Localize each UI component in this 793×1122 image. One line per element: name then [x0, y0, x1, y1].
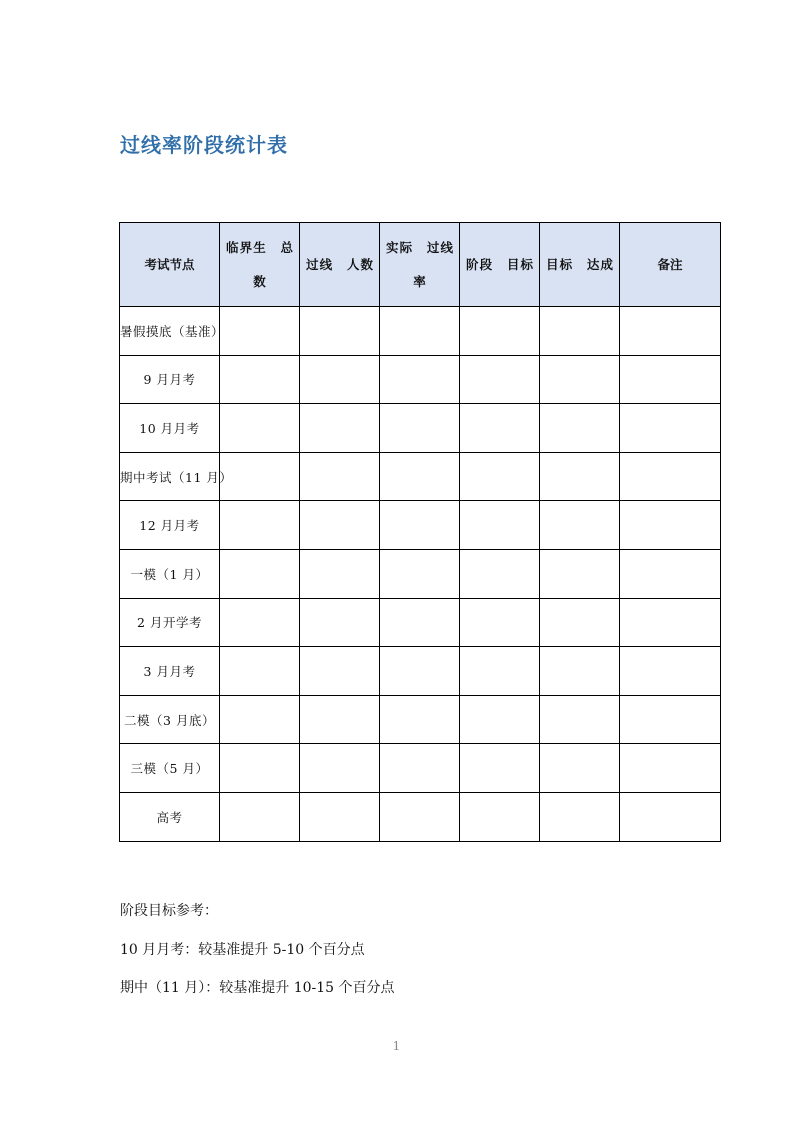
- empty-cell[interactable]: [220, 501, 300, 550]
- empty-cell[interactable]: [300, 744, 380, 793]
- exam-node-cell: 二模（3 月底）: [120, 695, 220, 744]
- table-header-row: [120, 223, 721, 307]
- empty-cell[interactable]: [300, 598, 380, 647]
- empty-cell[interactable]: [380, 647, 460, 696]
- table-row: [120, 549, 721, 598]
- table-row: [120, 355, 721, 404]
- header-critical-total: 临界生 总 数: [220, 223, 300, 307]
- header-exam-node: 考试节点: [120, 223, 220, 307]
- exam-node-cell: 2 月开学考: [120, 598, 220, 647]
- empty-cell[interactable]: [300, 549, 380, 598]
- empty-cell[interactable]: [380, 695, 460, 744]
- empty-cell[interactable]: [540, 549, 620, 598]
- table-row: [120, 452, 721, 501]
- empty-cell[interactable]: [460, 695, 540, 744]
- empty-cell[interactable]: [300, 404, 380, 453]
- empty-cell[interactable]: [540, 355, 620, 404]
- empty-cell[interactable]: [300, 695, 380, 744]
- empty-cell[interactable]: [300, 792, 380, 841]
- exam-node-cell: 12 月月考: [120, 501, 220, 550]
- exam-node-cell: 10 月月考: [120, 404, 220, 453]
- stats-table: [119, 222, 721, 842]
- empty-cell[interactable]: [620, 549, 721, 598]
- empty-cell[interactable]: [380, 452, 460, 501]
- empty-cell[interactable]: [620, 452, 721, 501]
- empty-cell[interactable]: [460, 598, 540, 647]
- empty-cell[interactable]: [220, 404, 300, 453]
- empty-cell[interactable]: [620, 744, 721, 793]
- empty-cell[interactable]: [380, 744, 460, 793]
- empty-cell[interactable]: [620, 355, 721, 404]
- page-title: 过线率阶段统计表: [120, 133, 288, 157]
- table-row: [120, 598, 721, 647]
- empty-cell[interactable]: [460, 355, 540, 404]
- empty-cell[interactable]: [620, 501, 721, 550]
- exam-node-cell: 一模（1 月）: [120, 549, 220, 598]
- empty-cell[interactable]: [540, 598, 620, 647]
- table-row: [120, 744, 721, 793]
- reference-line: 期中（11 月）：较基准提升 10-15 个百分点: [120, 980, 395, 996]
- empty-cell[interactable]: [620, 792, 721, 841]
- exam-node-cell: 三模（5 月）: [120, 744, 220, 793]
- empty-cell[interactable]: [220, 307, 300, 356]
- table-row: [120, 647, 721, 696]
- empty-cell[interactable]: [380, 501, 460, 550]
- empty-cell[interactable]: [220, 695, 300, 744]
- empty-cell[interactable]: [620, 695, 721, 744]
- empty-cell[interactable]: [460, 647, 540, 696]
- empty-cell[interactable]: [220, 792, 300, 841]
- empty-cell[interactable]: [460, 452, 540, 501]
- empty-cell[interactable]: [540, 307, 620, 356]
- reference-line: 10 月月考：较基准提升 5-10 个百分点: [120, 942, 365, 958]
- empty-cell[interactable]: [300, 452, 380, 501]
- empty-cell[interactable]: [380, 355, 460, 404]
- header-stage-target: 阶段 目标: [460, 223, 540, 307]
- empty-cell[interactable]: [220, 744, 300, 793]
- empty-cell[interactable]: [620, 307, 721, 356]
- empty-cell[interactable]: [220, 355, 300, 404]
- exam-node-cell: 9 月月考: [120, 355, 220, 404]
- empty-cell[interactable]: [540, 695, 620, 744]
- empty-cell[interactable]: [540, 404, 620, 453]
- empty-cell[interactable]: [300, 307, 380, 356]
- empty-cell[interactable]: [540, 501, 620, 550]
- empty-cell[interactable]: [460, 744, 540, 793]
- empty-cell[interactable]: [460, 549, 540, 598]
- exam-node-cell: 3 月月考: [120, 647, 220, 696]
- empty-cell[interactable]: [300, 355, 380, 404]
- empty-cell[interactable]: [620, 598, 721, 647]
- exam-node-cell: 期中考试（11 月）: [120, 452, 220, 501]
- empty-cell[interactable]: [220, 549, 300, 598]
- empty-cell[interactable]: [300, 647, 380, 696]
- empty-cell[interactable]: [460, 501, 540, 550]
- empty-cell[interactable]: [220, 647, 300, 696]
- reference-heading: 阶段目标参考：: [120, 903, 218, 919]
- empty-cell[interactable]: [620, 647, 721, 696]
- table-row: [120, 792, 721, 841]
- empty-cell[interactable]: [540, 452, 620, 501]
- empty-cell[interactable]: [220, 598, 300, 647]
- table-row: [120, 695, 721, 744]
- header-pass-count: 过线 人数: [300, 223, 380, 307]
- exam-node-cell: 高考: [120, 792, 220, 841]
- header-remarks: 备注: [620, 223, 721, 307]
- empty-cell[interactable]: [540, 792, 620, 841]
- empty-cell[interactable]: [460, 792, 540, 841]
- empty-cell[interactable]: [540, 744, 620, 793]
- header-target-reached: 目标 达成: [540, 223, 620, 307]
- empty-cell[interactable]: [380, 598, 460, 647]
- header-actual-rate: 实际 过线 率: [380, 223, 460, 307]
- empty-cell[interactable]: [460, 307, 540, 356]
- empty-cell[interactable]: [380, 404, 460, 453]
- table-row: [120, 404, 721, 453]
- table-row: [120, 501, 721, 550]
- empty-cell[interactable]: [300, 501, 380, 550]
- exam-node-cell: 暑假摸底（基准）: [120, 307, 220, 356]
- empty-cell[interactable]: [460, 404, 540, 453]
- empty-cell[interactable]: [380, 792, 460, 841]
- table-row: [120, 307, 721, 356]
- page-number: 1: [392, 1039, 401, 1053]
- empty-cell[interactable]: [380, 549, 460, 598]
- empty-cell[interactable]: [540, 647, 620, 696]
- empty-cell[interactable]: [380, 307, 460, 356]
- empty-cell[interactable]: [620, 404, 721, 453]
